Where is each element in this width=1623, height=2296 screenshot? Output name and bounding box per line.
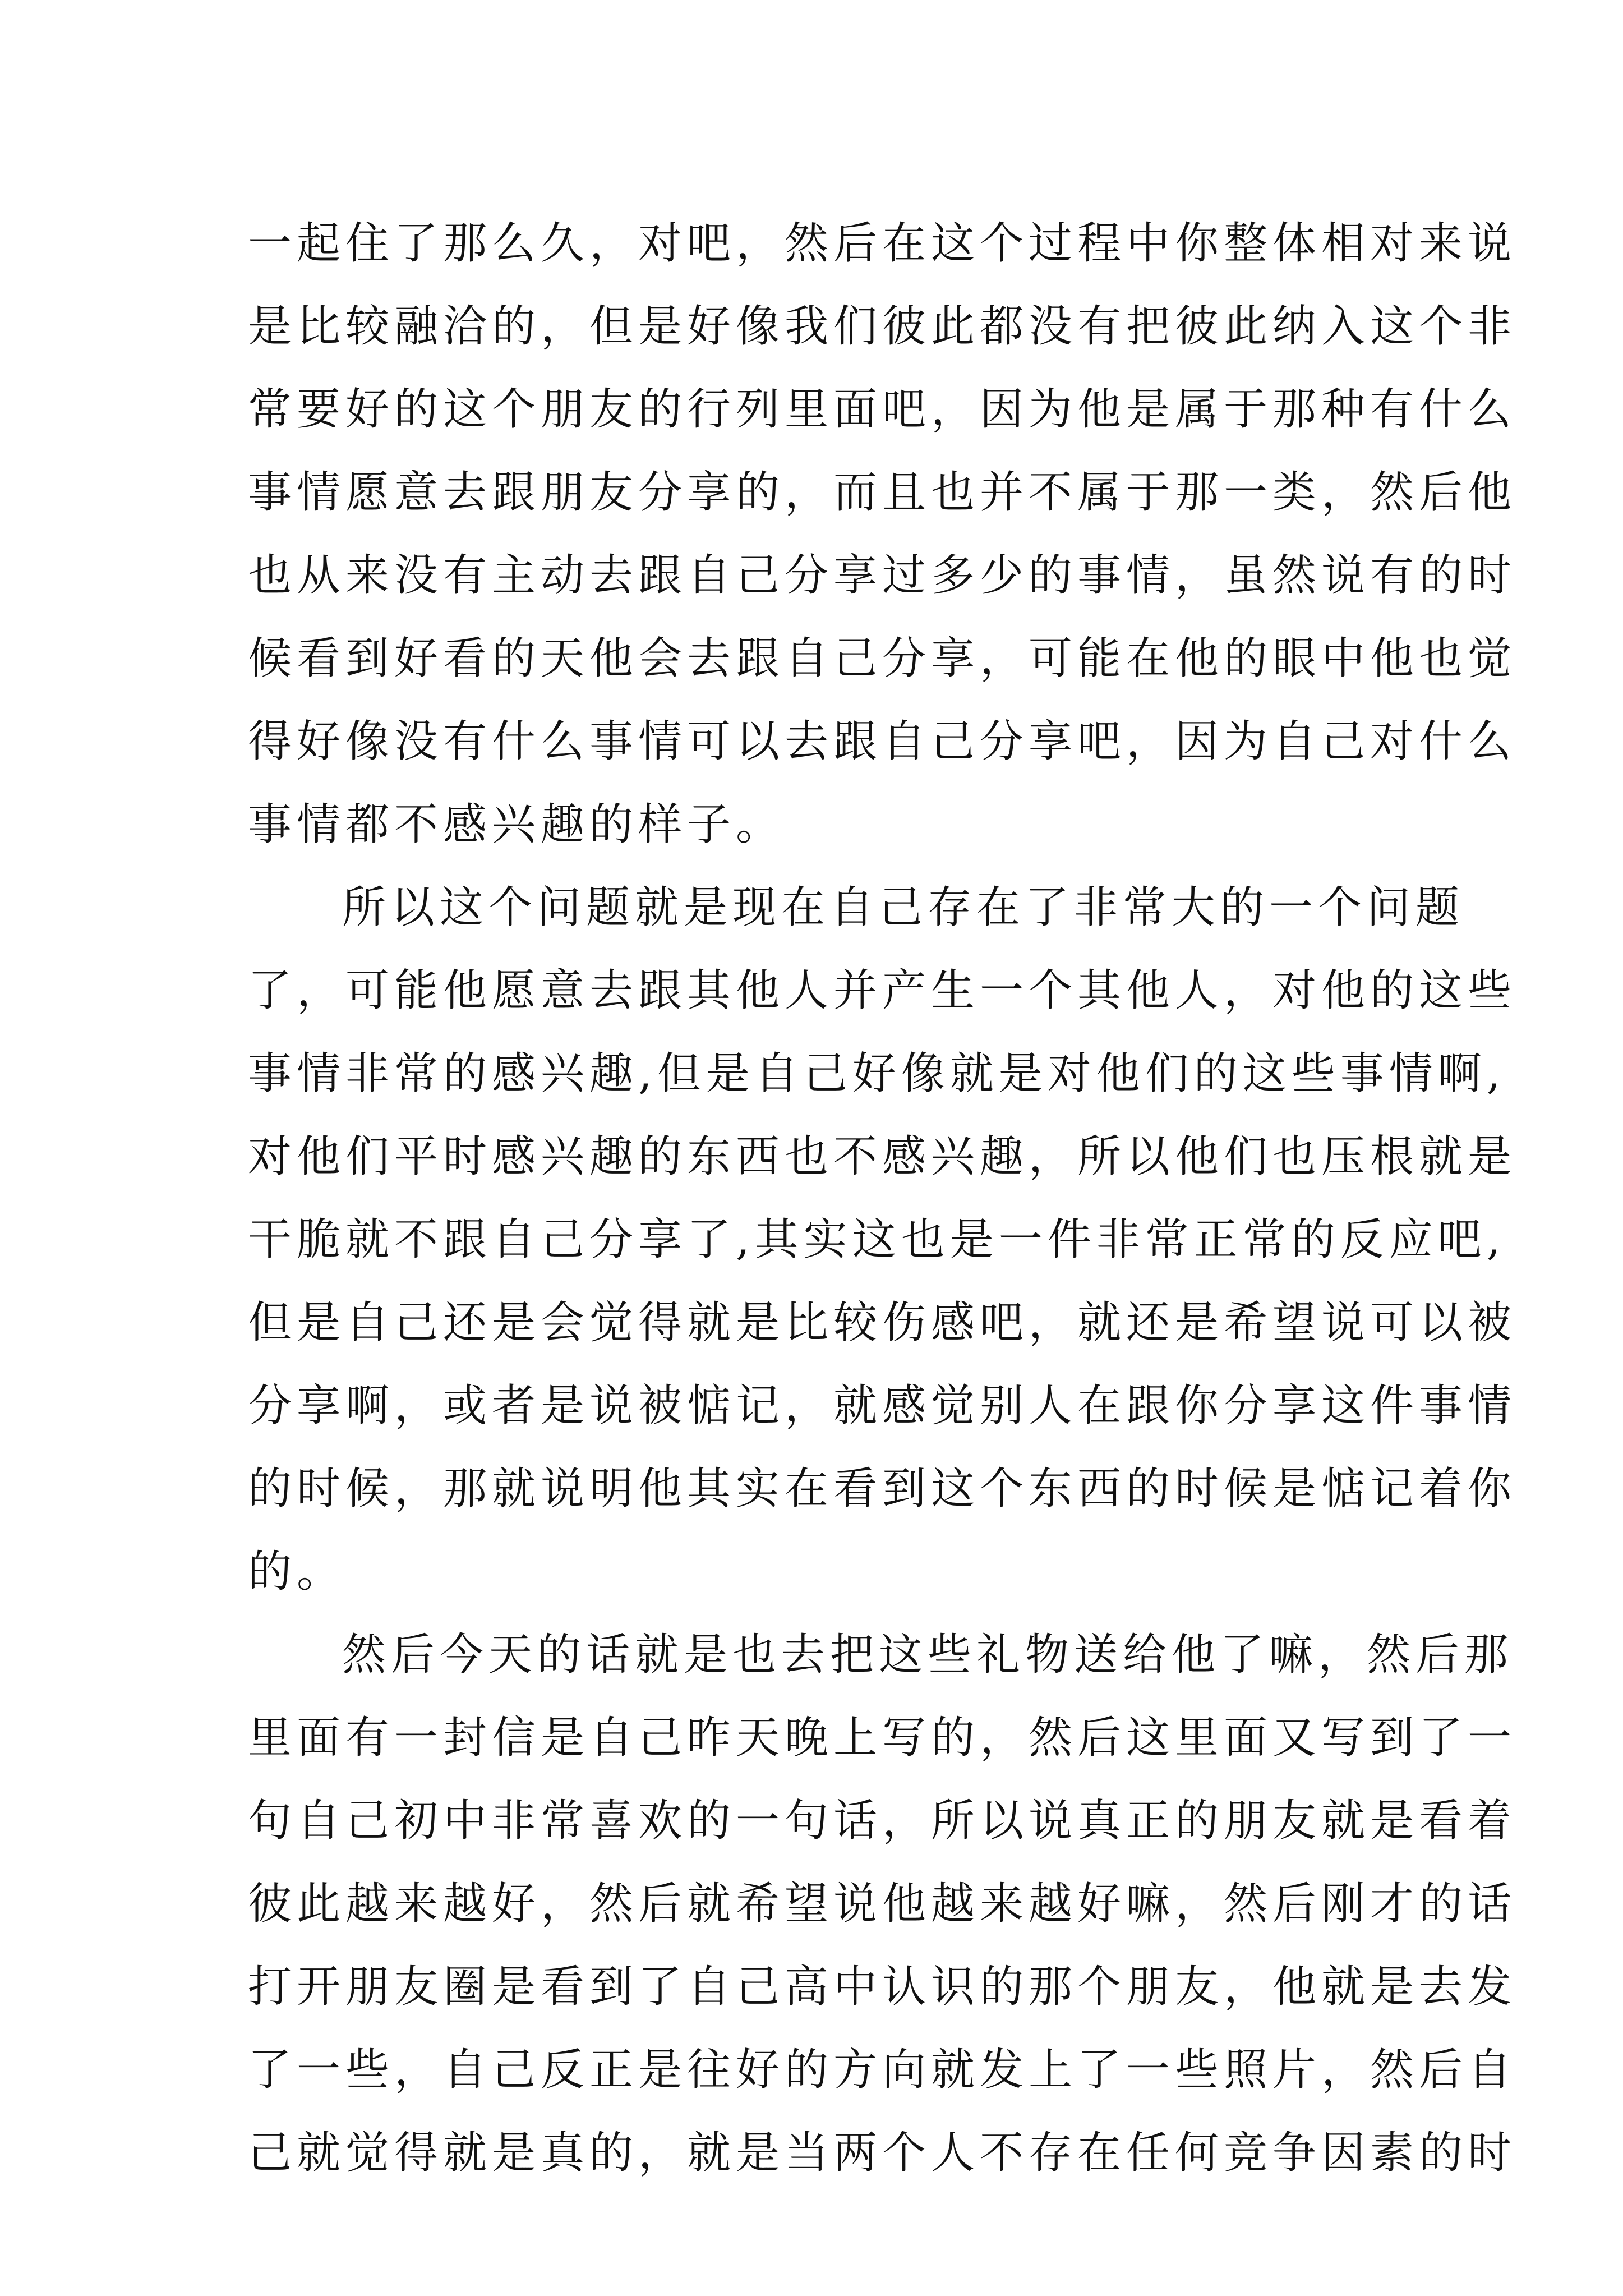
paragraph-3-line-4: 彼此越来越好，然后就希望说他越来越好嘛，然后刚才的话: [248, 1879, 1517, 1929]
paragraph-2-line-5: 干脆就不跟自己分享了,其实这也是一件非常正常的反应吧,: [248, 1214, 1506, 1265]
paragraph-3-line-7: 己就觉得就是真的，就是当两个人不存在任何竞争因素的时: [248, 2128, 1517, 2178]
paragraph-2-line-1: 所以这个问题就是现在自己存在了非常大的一个问题: [342, 882, 1465, 933]
paragraph-3-line-3: 句自己初中非常喜欢的一句话，所以说真正的朋友就是看着: [248, 1796, 1517, 1846]
paragraph-1-line-2: 是比较融洽的，但是好像我们彼此都没有把彼此纳入这个非: [248, 301, 1517, 352]
paragraph-2-line-9: 的。: [248, 1547, 346, 1597]
paragraph-1-line-3: 常要好的这个朋友的行列里面吧，因为他是属于那种有什么: [248, 384, 1517, 435]
paragraph-3-line-1: 然后今天的话就是也去把这些礼物送给他了嘛，然后那: [342, 1630, 1514, 1680]
paragraph-3-line-6: 了一些，自己反正是往好的方向就发上了一些照片，然后自: [248, 2045, 1517, 2095]
paragraph-3-line-5: 打开朋友圈是看到了自己高中认识的那个朋友，他就是去发: [248, 1962, 1517, 2012]
paragraph-1-line-8: 事情都不感兴趣的样子。: [248, 799, 785, 850]
paragraph-3-line-2: 里面有一封信是自己昨天晚上写的，然后这里面又写到了一: [248, 1713, 1517, 1763]
paragraph-2-line-6: 但是自己还是会觉得就是比较伤感吧，就还是希望说可以被: [248, 1297, 1517, 1348]
paragraph-1-line-7: 得好像没有什么事情可以去跟自己分享吧，因为自己对什么: [248, 716, 1517, 767]
paragraph-1-line-5: 也从来没有主动去跟自己分享过多少的事情，虽然说有的时: [248, 550, 1517, 601]
paragraph-1-line-4: 事情愿意去跟朋友分享的，而且也并不属于那一类，然后他: [248, 467, 1517, 518]
paragraph-2-line-4: 对他们平时感兴趣的东西也不感兴趣，所以他们也压根就是: [248, 1131, 1517, 1182]
paragraph-1-line-6: 候看到好看的天他会去跟自己分享，可能在他的眼中他也觉: [248, 633, 1517, 684]
paragraph-2-line-7: 分享啊，或者是说被惦记，就感觉别人在跟你分享这件事情: [248, 1381, 1517, 1431]
paragraph-2-line-8: 的时候，那就说明他其实在看到这个东西的时候是惦记着你: [248, 1464, 1517, 1514]
paragraph-2-line-3: 事情非常的感兴趣,但是自己好像就是对他们的这些事情啊,: [248, 1048, 1506, 1099]
document-body: [248, 202, 1517, 2194]
paragraph-2-line-2: 了，可能他愿意去跟其他人并产生一个其他人，对他的这些: [248, 965, 1517, 1016]
paragraph-1-line-1: 一起住了那么久，对吧，然后在这个过程中你整体相对来说: [248, 218, 1517, 269]
